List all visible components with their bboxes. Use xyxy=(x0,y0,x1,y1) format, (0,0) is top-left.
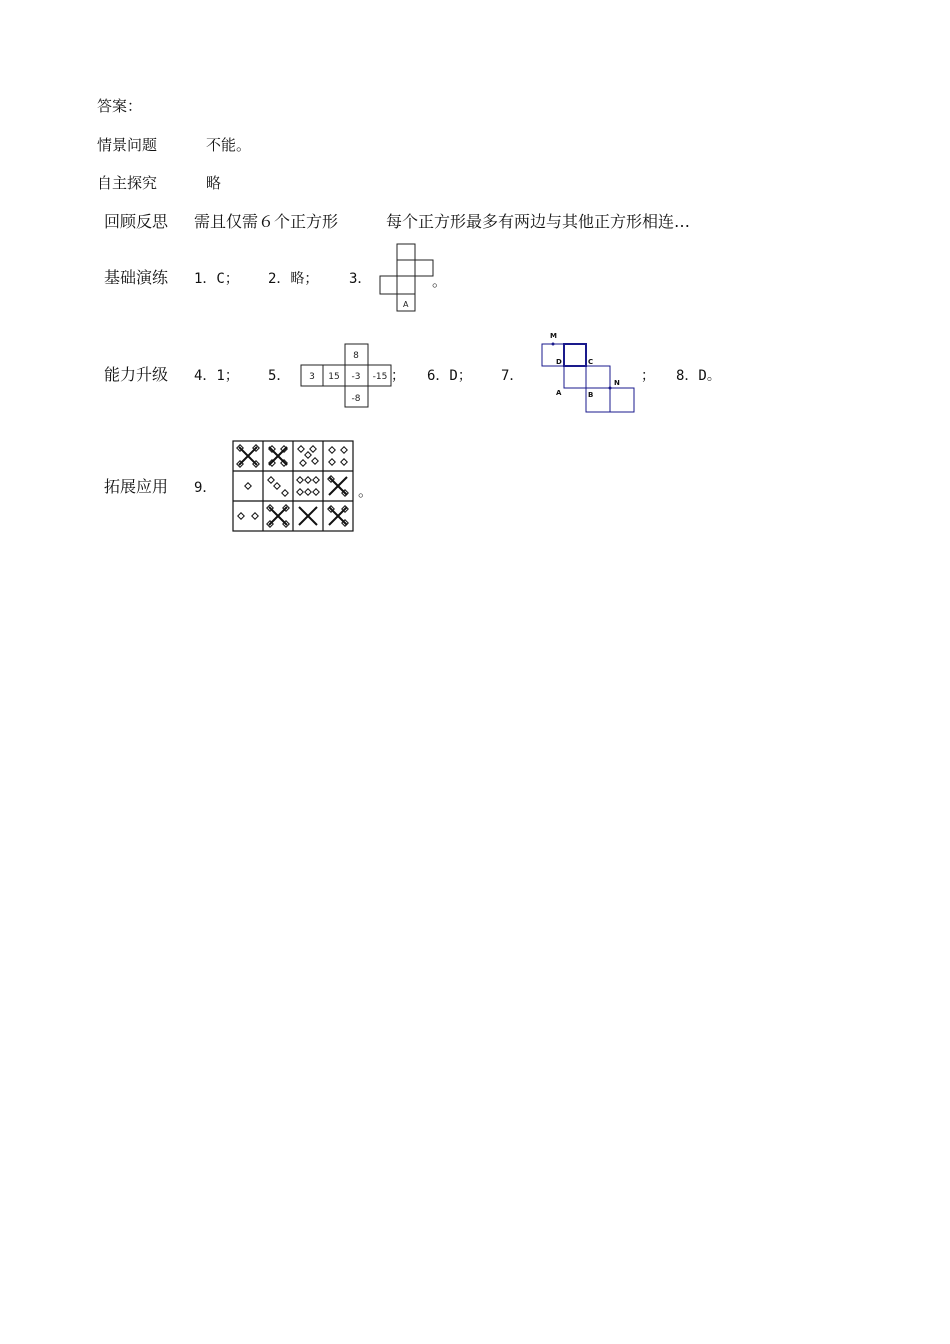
answer-heading: 答案： xyxy=(97,97,143,115)
answer-q9: 9． xyxy=(194,480,217,496)
net7-label-m: M xyxy=(550,332,557,340)
number-cross-figure-q5 xyxy=(300,343,396,409)
section-label-extend: 拓展应用 xyxy=(104,477,169,496)
answer-q3: 3． xyxy=(349,271,372,287)
cross-cell-2: 15 xyxy=(328,372,340,382)
net-label-a: A xyxy=(403,300,409,309)
answer-review-1: 需且仅需６个正方形 xyxy=(194,212,339,231)
cross-cell-top: 8 xyxy=(353,351,359,361)
cube-net-figure-q7 xyxy=(540,328,640,416)
answer-q4: 4．1； xyxy=(194,368,239,384)
section-label-basic: 基础演练 xyxy=(104,268,169,287)
answer-q6: 6．D； xyxy=(427,368,472,384)
cross-cell-3: -3 xyxy=(351,372,361,382)
answer-explore: 略 xyxy=(206,174,222,192)
answer-situation: 不能。 xyxy=(206,136,252,154)
pattern-grid-figure-q9 xyxy=(231,439,357,535)
answer-q2: 2．略； xyxy=(268,271,319,287)
answer-q8: 8．D。 xyxy=(676,368,721,384)
q7-separator: ； xyxy=(641,368,655,384)
net7-label-d: D xyxy=(556,358,562,366)
cross-cell-4: -15 xyxy=(372,372,388,382)
q5-tail: ； xyxy=(391,368,405,384)
q3-end-mark: 。 xyxy=(432,272,448,290)
answer-q7: 7． xyxy=(501,368,524,384)
cross-cell-1: 3 xyxy=(309,372,315,382)
section-label-situation: 情景问题 xyxy=(97,136,158,154)
section-label-advanced: 能力升级 xyxy=(104,365,169,384)
answer-q5: 5． xyxy=(268,368,291,384)
cube-net-figure-q3 xyxy=(378,242,438,314)
answer-q1: 1．C； xyxy=(194,271,239,287)
net7-label-n: N xyxy=(614,379,620,387)
net7-label-a: A xyxy=(556,389,562,397)
net7-label-c: C xyxy=(588,358,594,366)
answer-review-2: 每个正方形最多有两边与其他正方形相连… xyxy=(386,212,691,231)
net7-label-b: B xyxy=(588,391,594,399)
section-label-review: 回顾反思 xyxy=(104,212,169,231)
cross-cell-bottom: -8 xyxy=(351,394,361,404)
q9-end-mark: 。 xyxy=(358,482,374,500)
section-label-explore: 自主探究 xyxy=(97,174,158,192)
